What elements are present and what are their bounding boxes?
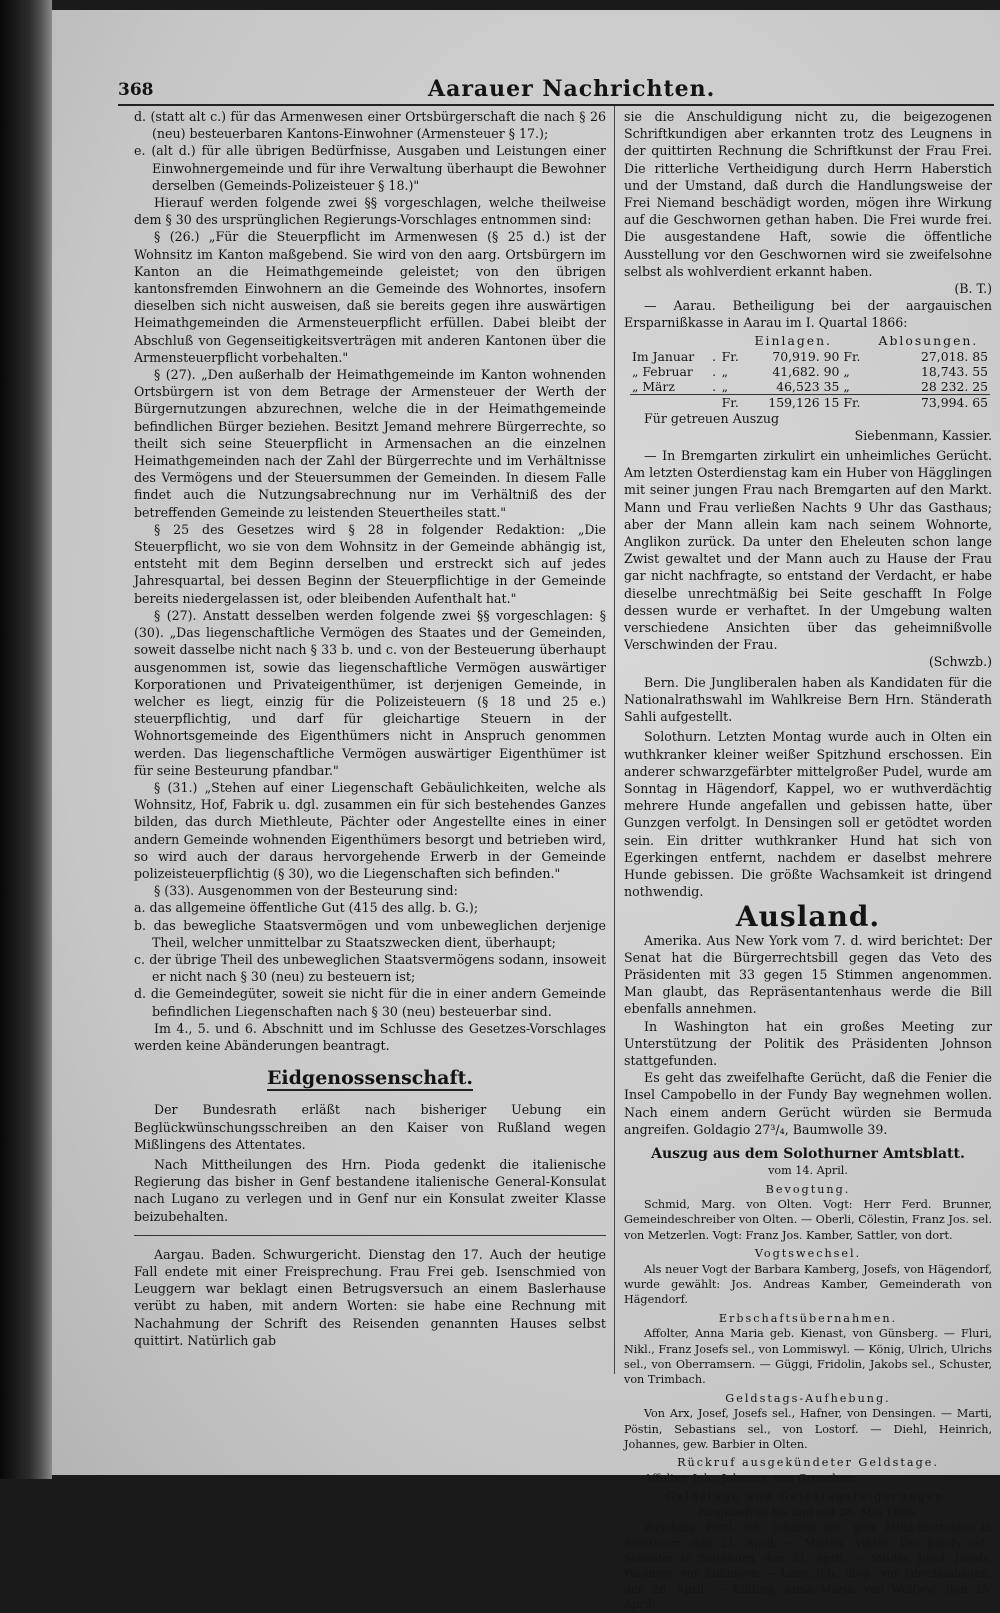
- row-label: Im Januar: [632, 348, 695, 364]
- subsection-title: Vogtswechsel.: [754, 1247, 862, 1261]
- einlagen-value: 70,919. 90: [772, 348, 840, 364]
- left-column: [134, 108, 606, 1349]
- row-mark: .: [712, 378, 717, 394]
- column-divider: [614, 106, 615, 1374]
- row-label: „ März: [632, 378, 675, 394]
- abloesungen-value: 27,018. 85: [921, 348, 988, 364]
- paragraph: Als neuer Vogt der Barbara Kamberg, Josefs, von Hägendorf, wurde gewählt: Jos. Andreas Kamber, Gemeinderath von Hägendorf.: [624, 1262, 992, 1307]
- source-signature: (B. T.): [954, 281, 992, 297]
- section-title: [134, 1067, 606, 1090]
- paragraph: Von Arx, Josef, Josefs sel., Hafner, von Densingen. — Marti, Pöstin, Sebastians sel., von Lostorf. — Diehl, Heinrich, Johannes, gew. Barbier in Olten.: [624, 1407, 992, 1452]
- subsection-title: Rückruf ausgekündeter Geldstage.: [677, 1456, 939, 1470]
- paragraph: § (33). Ausgenommen von der Besteurung sind:: [154, 883, 458, 899]
- page-header: [118, 72, 998, 102]
- paragraph: § (31.) „Stehen auf einer Liegenschaft Gebäulichkeiten, welche als Wohnsitz, Hof, Fabrik u. dgl. zusammen ein für sich bestehendes Ganzes bilden, das durch Miethleute, Pächter oder Angestellte eines in einer andern Gemeinde wohnenden Eigenthümers besorgt und betrieben wird, so wird auch der daraus hervorgehende Erwerb in der Gemeinde polizeisteuerpflichtig (§ 30), wo die Liegenschaften sich befinden.": [134, 779, 606, 881]
- paragraph: § (27). „Den außerhalb der Heimathgemeinde im Kanton wohnenden Ortsbürgern ist von dem Betrage der Armensteuer der Werth der Bürgernutzungen abzurechnen, welche die in der Heimathgemeinde befindlichen Bürger beziehen. Besitzt Jemand mehrere Bürgerrechte, so theilt sich seine Steuerpflicht in Armensachen an die einzelnen Heimathgemeinden nach der Zahl der Bürgerrechte und im Verhältnisse des Vermögens und der Steuersummen der Gemeinden. In diesem Falle findet auch die Nutzungsabrechnung nur im Verhältniß des der betreffenden Gemeinde zu leistenden Steuertheiles statt.": [134, 367, 606, 520]
- paragraph: Basching, Ferd. sel., Johanns sel., gew. Miliz-Instruktor in Solothurn, den 21. April. — Misteli, Viktor, Urs Josefs sel., Schuster in Solothurn, den 21. April. — Studer, Josef, Josefs, Wagners, von Subingen. — Leist, Joh., illeg., von Oberbuchsiten, den 28. April. — Kißling, Anna Maria, von Wolfwyl, den 25. April.: [624, 1521, 992, 1612]
- currency: Fr.: [721, 348, 739, 364]
- section-title-ausland: Ausland.: [735, 900, 881, 934]
- paragraph: d. (statt alt c.) für das Armenwesen einer Ortsbürgerschaft die nach § 26 (neu) besteuerbaren Kantons-Einwohner (Armensteuer § 17.);: [134, 109, 606, 142]
- row-label: „ Februar: [632, 363, 693, 379]
- paragraph: Für getreuen Auszug: [644, 410, 780, 426]
- paragraph: Der Bundesrath erläßt nach bisheriger Uebung ein Beglückwünschungsschreiben an den Kaiser von Rußland wegen Mißlingens des Attentates.: [134, 1102, 606, 1152]
- paragraph: Es geht das zweifelhafte Gerücht, daß die Fenier die Insel Campobello in der Fundy Bay wegnehmen wollen. Nach einem andern Gerücht würden sie Bermuda angreifen. Goldagio 27³/₄, Baumwolle 39.: [624, 1070, 992, 1137]
- paragraph: Im 4., 5. und 6. Abschnitt und im Schlusse des Gesetzes-Vorschlages werden keine Abänderungen beantragt.: [134, 1020, 606, 1053]
- table-header-row: [630, 332, 990, 349]
- currency: „: [843, 378, 850, 394]
- currency: Fr.: [841, 394, 867, 410]
- row-mark: .: [712, 363, 717, 379]
- column-header-einlagen: Einlagen.: [754, 332, 833, 348]
- amtsblatt-title: Auszug aus dem Solothurner Amtsblatt.: [651, 1145, 965, 1162]
- paragraph: Hierauf werden folgende zwei §§ vorgeschlagen, welche theilweise dem § 30 des ursprünglichen Regierungs-Vorschlages entnommen sind:: [134, 195, 606, 228]
- currency: „: [843, 363, 850, 379]
- source-signature: (Schwzb.): [928, 654, 992, 670]
- table-row: [630, 349, 990, 364]
- abloesungen-value: 28 232. 25: [921, 378, 988, 394]
- paragraph: e. (alt d.) für alle übrigen Bedürfnisse, Ausgaben und Leistungen einer Einwohnergemeinde und für ihre Verwaltung überhaupt die Bewohner derselben (Gemeinds-Polizeisteuer § 18.)": [134, 143, 606, 193]
- sum-einlagen: 159,126 15: [745, 394, 841, 410]
- right-column: [624, 108, 992, 1613]
- einlagen-value: 41,682. 90: [772, 363, 840, 379]
- paragraph: Bern. Die Jungliberalen haben als Kandidaten für die Nationalrathswahl im Wahlkreise Bern Hrn. Ständerath Sahli aufgestellt.: [624, 674, 992, 725]
- sum-abloesungen: 73,994. 65: [867, 394, 990, 410]
- table-row: [630, 364, 990, 379]
- list-item: c. der übrige Theil des unbeweglichen Staatsvermögens sodann, insoweit er nicht nach § 30 (neu) zu besteuern ist;: [134, 951, 606, 985]
- list-item: a. das allgemeine öffentliche Gut (415 des allg. b. G.);: [134, 900, 479, 916]
- paragraph: Schmid, Marg. von Olten. Vogt: Herr Ferd. Brunner, Gemeindeschreiber von Olten. — Oberli, Cölestin, Franz Jos. sel. von Metzerlen. Vogt: Franz Jos. Kamber, Sattler, von dort.: [624, 1197, 992, 1242]
- deadline-note: Eingabefrist bis und mit 28. Mai 1866.: [698, 1505, 918, 1519]
- signature: Siebenmann, Kassier.: [854, 427, 992, 443]
- paragraph: — Aarau. Betheiligung bei der aargauischen Ersparnißkasse in Aarau im I. Quartal 1866:: [624, 298, 992, 331]
- currency: „: [721, 363, 729, 379]
- header-rule: [118, 104, 994, 106]
- table-sum-row: [630, 394, 990, 410]
- subsection-title: Geldstags-Aufhebung.: [725, 1391, 891, 1405]
- list-item: b. das bewegliche Staatsvermögen und vom unbeweglichen derjenige Theil, welcher unmittelbar zu Staatszwecken dient, überhaupt;: [134, 917, 606, 950]
- masthead-title: Aarauer Nachrichten.: [428, 76, 716, 102]
- savings-bank-table: [630, 332, 990, 410]
- currency: Fr.: [843, 348, 861, 364]
- currency: Fr.: [720, 394, 746, 410]
- paragraph: § (26.) „Für die Steuerpflicht im Armenwesen (§ 25 d.) ist der Wohnsitz im Kanton maßgebend. Sie wird von den aarg. Ortsbürgern im Kanton an die Heimathgemeinde geleistet; von den übrigen kantonsfremden Einwohnern an die Gemeinde des Wohnortes, insofern dieselben sich nicht ausweisen, daß sie bereits gegen ihre auswärtigen Heimathgemeinden die Armensteuerpflicht erfüllen. Dabei bleibt der Abschluß von Gegenseitigkeitsverträgen mit anderen Kantonen über die Armensteuerpflicht vorbehalten.": [134, 229, 606, 365]
- book-spine: [0, 0, 52, 1479]
- subsection-title: Geldstage und Geldstagsteigerungen.: [665, 1490, 951, 1504]
- paragraph: In Washington hat ein großes Meeting zur Unterstützung der Politik des Präsidenten Johnson stattgefunden.: [624, 1018, 992, 1068]
- paragraph: § 25 des Gesetzes wird § 28 in folgender Redaktion: „Die Steuerpflicht, wo sie von dem Wohnsitz in der Gemeinde abhängig ist, entsteht mit dem Beginn derselben und erstreckt sich auf jedes Jahresquartal, bei dessen Beginn der Steuerpflichtige in der Gemeinde bereits niedergelassen ist, oder bleibenden Aufenthalt hat.": [134, 521, 606, 606]
- paragraph: § (27). Anstatt desselben werden folgende zwei §§ vorgeschlagen: § (30). „Das liegenschaftliche Vermögen des Staates und der Gemeinden, soweit dasselbe nicht nach § 33 b. und c. von der Besteuerung überhaupt ausgenommen ist, sowie das liegenschaftliche Vermögen auswärtiger Korporationen und Privateigenthümer, ist derjenigen Gemeinde, in welcher es liegt, einzig für die Polizeisteuern (§ 18 und 25 e.) steuerpflichtig, und darf für gleichartige Steuern in der Wohnortsgemeinde des Eigenthümers nicht in Anspruch genommen werden. Das liegenschaftliche Vermögen auswärtiger Eigenthümer ist für seine Besteurung pfandbar.": [134, 607, 606, 778]
- section-title-text: Eidgenossenschaft.: [266, 1067, 474, 1090]
- paragraph: Affolter, Anna Maria geb. Kienast, von Günsberg. — Fluri, Nikl., Franz Josefs sel., von Lommiswyl. — König, Ulrich, Ulrichs sel., von Oberramsern. — Güggi, Fridolin, Jakobs sel., Schuster, von Trimbach.: [624, 1327, 992, 1387]
- paragraph: Aargau. Baden. Schwurgericht. Dienstag den 17. Auch der heutige Fall endete mit einer Freisprechung. Frau Frei geb. Isenschmied von Leuggern war beklagt einen Betrugsversuch an einem Baslerhause verübt zu haben, mit andern Worten: sie habe eine Rechnung mit Nachahmung der Schrift des Reisenden genannten Hauses selbst quittirt. Natürlich gab: [134, 1246, 606, 1348]
- subsection-title: Bevogtung.: [765, 1182, 851, 1196]
- subsection-title: Erbschaftsübernahmen.: [718, 1311, 898, 1325]
- paragraph: Nach Mittheilungen des Hrn. Pioda gedenkt die italienische Regierung das bisher in Genf bestandene italienische General-Konsulat nach Lugano zu verlegen und in Genf nur ein Konsulat zweiter Klasse beizubehalten.: [134, 1156, 606, 1224]
- einlagen-value: 46,523 35: [776, 378, 840, 394]
- paragraph: Affolter, Joh., Johanns, von Grenchen.: [644, 1471, 857, 1485]
- paragraph: sie die Anschuldigung nicht zu, die beigezogenen Schriftkundigen aber erkannten trotz des Leugnens in der quittirten Rechnung die Schriftkunst der Frau Frei. Die ritterliche Vertheidigung durch Herrn Haberstich und der Umstand, daß durch die Handlungsweise der Frei Niemand beschädigt worden, mögen ihre Wirkung auf die Geschwornen gethan haben. Die Frei wurde frei. Die ausgestandene Haft, sowie die öffentliche Ausstellung vor den Geschwornen wird sie zweifelsohne selbst als wohlverdient erkannt haben.: [624, 109, 992, 279]
- page-number: 368: [118, 80, 154, 100]
- paragraph: — In Bremgarten zirkulirt ein unheimliches Gerücht. Am letzten Osterdienstag kam ein Huber von Hägglingen mit seiner jungen Frau nach Bremgarten auf den Markt. Mann und Frau verließen Nachts 9 Uhr das Gasthaus; aber der Mann allein kam nach seinem Wohnorte, Anglikon zurück. Da unter den Eheleuten schon lange Zwist gewaltet und der Mann auch zu Hause der Frau gar nicht nachfragte, so entstand der Verdacht, er habe dieselbe unrechtmäßig bei Seite geschafft In Folge dessen wurde er verhaftet. In der Umgebung walten verschiedene Ansichten über das geheimnißvolle Verschwinden der Frau.: [624, 448, 992, 653]
- currency: „: [721, 378, 729, 394]
- row-mark: .: [712, 348, 717, 364]
- article-divider: [134, 1235, 606, 1236]
- newspaper-page: [52, 10, 1000, 1612]
- table-row: [630, 379, 990, 395]
- list-item: d. die Gemeindegüter, soweit sie nicht für die in einer andern Gemeinde befindlichen Liegenschaften nach § 30 (neu) besteuerbar sind.: [134, 986, 606, 1019]
- abloesungen-value: 18,743. 55: [921, 363, 988, 379]
- paragraph: Amerika. Aus New York vom 7. d. wird berichtet: Der Senat hat die Bürgerrechtsbill gegen das Veto des Präsidenten mit 33 gegen 15 Stimmen angenommen. Man glaubt, das Repräsentantenhaus werde die Bill ebenfalls annehmen.: [624, 932, 992, 1017]
- paragraph: Solothurn. Letzten Montag wurde auch in Olten ein wuthkranker kleiner weißer Spitzhund erschossen. Ein anderer schwarzgefärbter mittelgroßer Pudel, wurde am Sonntag in Hägendorf, Kappel, wo er wuthverdächtig mehrere Hunde angefallen und gebissen hatte, über Gunzgen verfolgt. In Densingen soll er getödtet worden sein. Ein dritter wuthkranker Hund hat sich von Egerkingen entfernt, nachdem er daselbst mehrere Hunde gebissen. Die größte Wachsamkeit ist dringend nothwendig.: [624, 729, 992, 900]
- column-header-abloesungen: Ablosungen.: [878, 332, 979, 348]
- amtsblatt-date: vom 14. April.: [768, 1164, 848, 1178]
